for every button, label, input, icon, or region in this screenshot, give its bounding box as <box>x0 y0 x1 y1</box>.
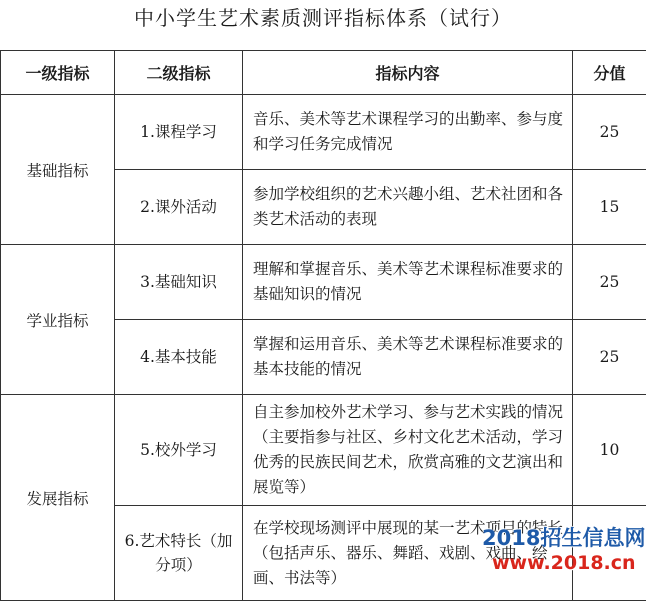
watermark-site-name: 2018招生信息网 <box>482 522 645 552</box>
sub-indicator: 3.基础知识 <box>115 245 243 320</box>
sub-indicator: 5.校外学习 <box>115 395 243 506</box>
header-score: 分值 <box>573 51 646 95</box>
score: 25 <box>573 245 646 320</box>
evaluation-table <box>0 50 646 601</box>
watermark-url: www.2018.cn <box>492 552 636 574</box>
score: 10 <box>573 395 646 506</box>
indicator-content: 掌握和运用音乐、美术等艺术课程标准要求的基本技能的情况 <box>243 320 573 395</box>
group-development: 发展指标 <box>1 395 115 601</box>
header-content: 指标内容 <box>243 51 573 95</box>
indicator-content: 在学校现场测评中展现的某一艺术项目的特长（包括声乐、器乐、舞蹈、戏剧、戏曲、绘画、书法等） <box>243 506 573 601</box>
header-level2: 二级指标 <box>115 51 243 95</box>
score: 25 <box>573 320 646 395</box>
score <box>573 506 646 601</box>
indicator-content: 音乐、美术等艺术课程学习的出勤率、参与度和学习任务完成情况 <box>243 95 573 170</box>
score: 15 <box>573 170 646 245</box>
table-row <box>1 95 646 170</box>
group-basic: 基础指标 <box>1 95 115 245</box>
score: 25 <box>573 95 646 170</box>
indicator-content: 理解和掌握音乐、美术等艺术课程标准要求的基础知识的情况 <box>243 245 573 320</box>
header-level1: 一级指标 <box>1 51 115 95</box>
indicator-content: 参加学校组织的艺术兴趣小组、艺术社团和各类艺术活动的表现 <box>243 170 573 245</box>
indicator-content: 自主参加校外艺术学习、参与艺术实践的情况（主要指参与社区、乡村文化艺术活动，学习优秀的民族民间艺术，欣赏高雅的文艺演出和展览等） <box>243 395 573 506</box>
sub-indicator: 2.课外活动 <box>115 170 243 245</box>
document-title: 中小学生艺术素质测评指标体系（试行） <box>0 0 646 40</box>
table-row <box>1 245 646 320</box>
sub-indicator: 4.基本技能 <box>115 320 243 395</box>
table-header-row <box>1 51 646 95</box>
table-row <box>1 395 646 506</box>
sub-indicator: 1.课程学习 <box>115 95 243 170</box>
sub-indicator: 6.艺术特长（加分项） <box>115 506 243 601</box>
group-academic: 学业指标 <box>1 245 115 395</box>
